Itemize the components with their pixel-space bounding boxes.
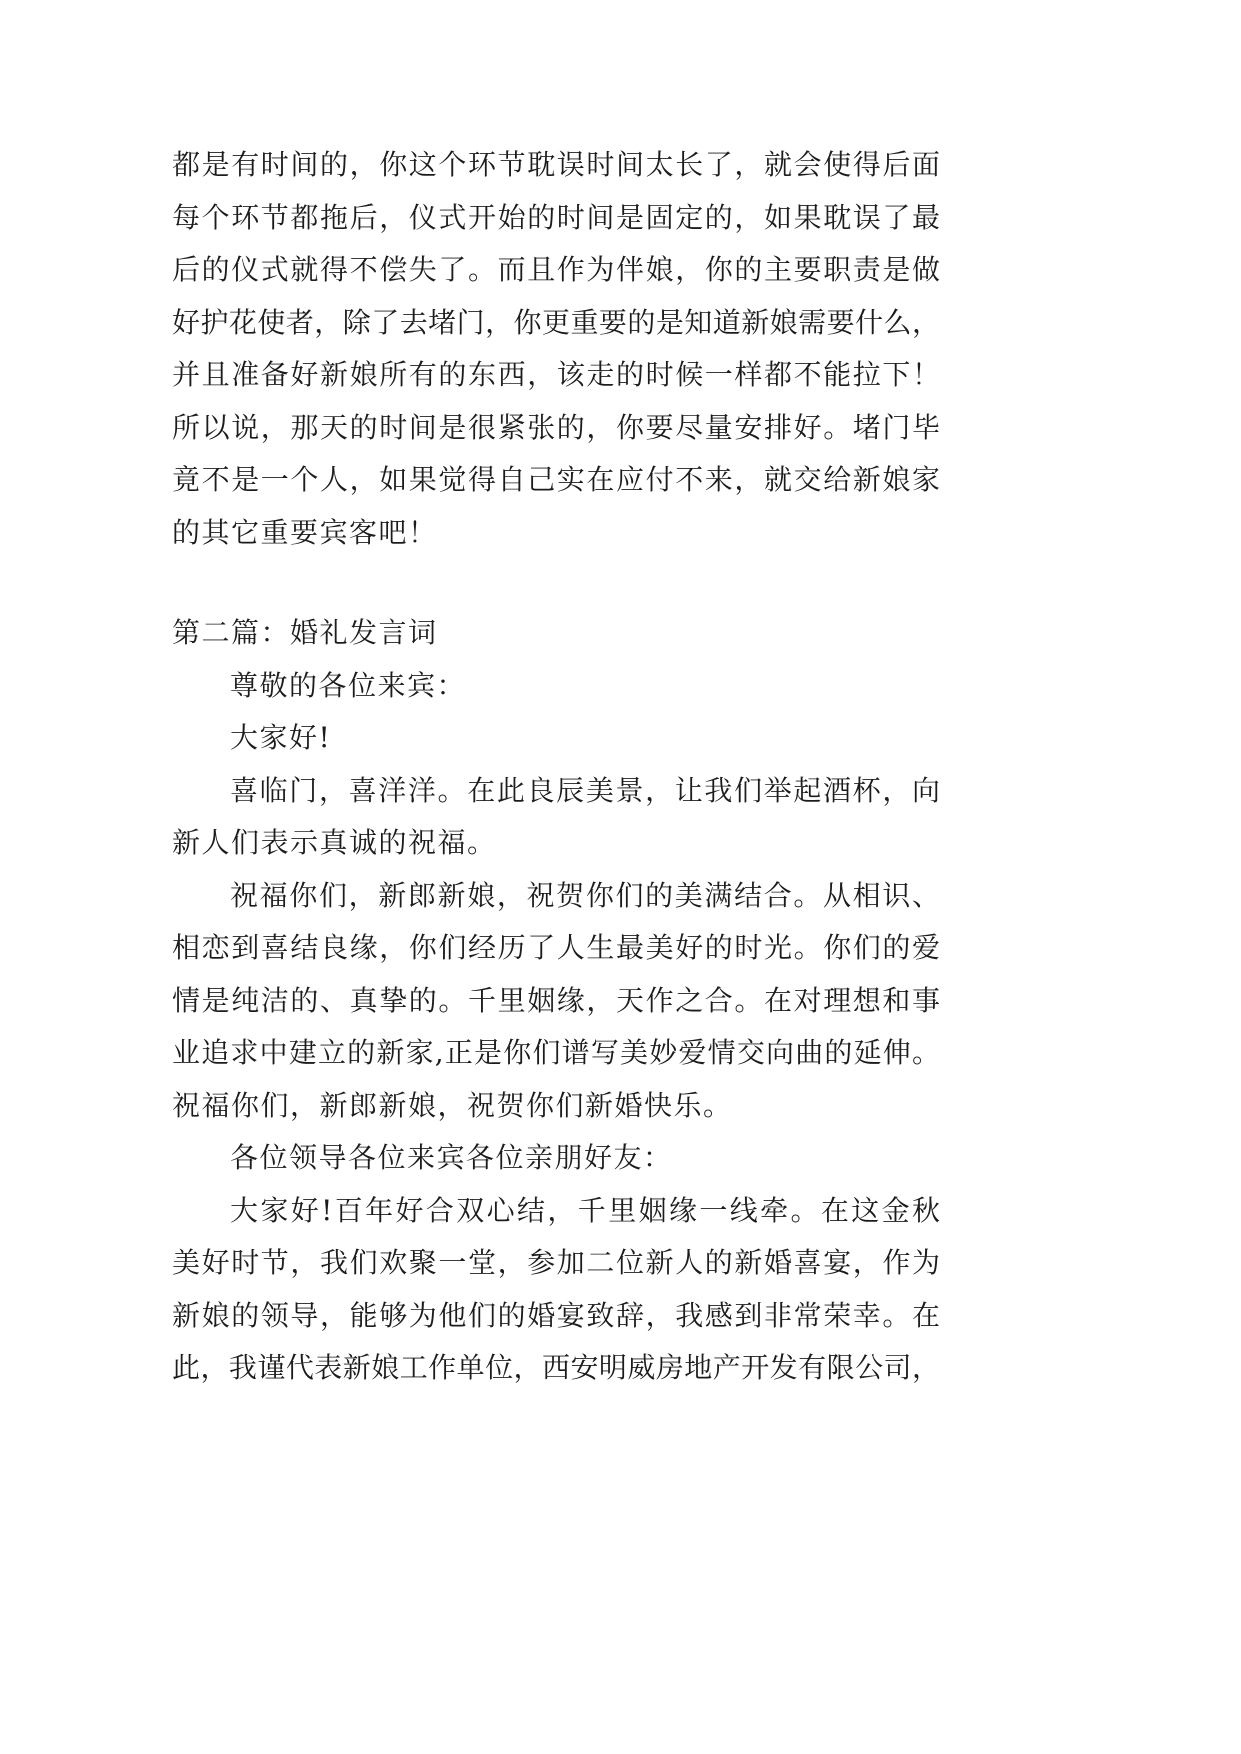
document-body [172,139,940,1395]
text-line: 所以说，那天的时间是很紧张的，你要尽量安排好。堵门毕 [172,410,940,444]
section-spacer [172,559,940,607]
text-line: 此，我谨代表新娘工作单位，西安明威房地产开发有限公司， [172,1351,940,1384]
text-line: 并且准备好新娘所有的东西，该走的时候一样都不能拉下！ [172,358,940,391]
text-line: 祝福你们，新郎新娘，祝贺你们新婚快乐。 [172,1088,733,1122]
text-line: 新人们表示真诚的祝福。 [172,826,497,859]
text-line: 相恋到喜结良缘，你们经历了人生最美好的时光。你们的爱 [172,931,940,964]
text-line: 大家好!百年好合双心结，千里姻缘一线牵。在这金秋 [230,1193,940,1227]
paragraph [172,1185,940,1395]
paragraph [172,765,940,870]
text-line: 好护花使者，除了去堵门，你更重要的是知道新娘需要什么， [172,305,940,339]
paragraph-salutation [172,660,940,713]
text-line: 尊敬的各位来宾： [230,668,467,702]
paragraph-greeting [172,712,940,765]
paragraph [172,870,940,1133]
previous-section-tail [172,139,940,559]
text-line: 情是纯洁的、真挚的。千里姻缘，天作之合。在对理想和事 [172,983,940,1017]
text-line: 竟不是一个人，如果觉得自己实在应付不来，就交给新娘家 [172,463,940,496]
text-line: 祝福你们，新郎新娘，祝贺你们的美满结合。从相识、 [230,878,940,912]
text-line: 后的仪式就得不偿失了。而且作为伴娘，你的主要职责是做 [172,253,940,286]
paragraph-salutation [172,1132,940,1185]
text-line: 新娘的领导，能够为他们的婚宴致辞，我感到非常荣幸。在 [172,1298,940,1332]
text-line: 的其它重要宾客吧！ [172,515,438,549]
section-heading: 第二篇：婚礼发言词 [172,616,438,649]
text-line: 都是有时间的，你这个环节耽误时间太长了，就会使得后面 [172,148,940,181]
text-line: 每个环节都拖后，仪式开始的时间是固定的，如果耽误了最 [172,200,940,234]
text-line: 美好时节，我们欢聚一堂，参加二位新人的新婚喜宴，作为 [172,1246,940,1279]
text-line: 喜临门，喜洋洋。在此良辰美景，让我们举起酒杯，向 [230,773,940,807]
text-line: 大家好! [230,721,332,754]
text-line: 业追求中建立的新家,正是你们谱写美妙爱情交向曲的延伸。 [172,1036,940,1069]
text-line: 各位领导各位来宾各位亲朋好友： [230,1141,673,1174]
